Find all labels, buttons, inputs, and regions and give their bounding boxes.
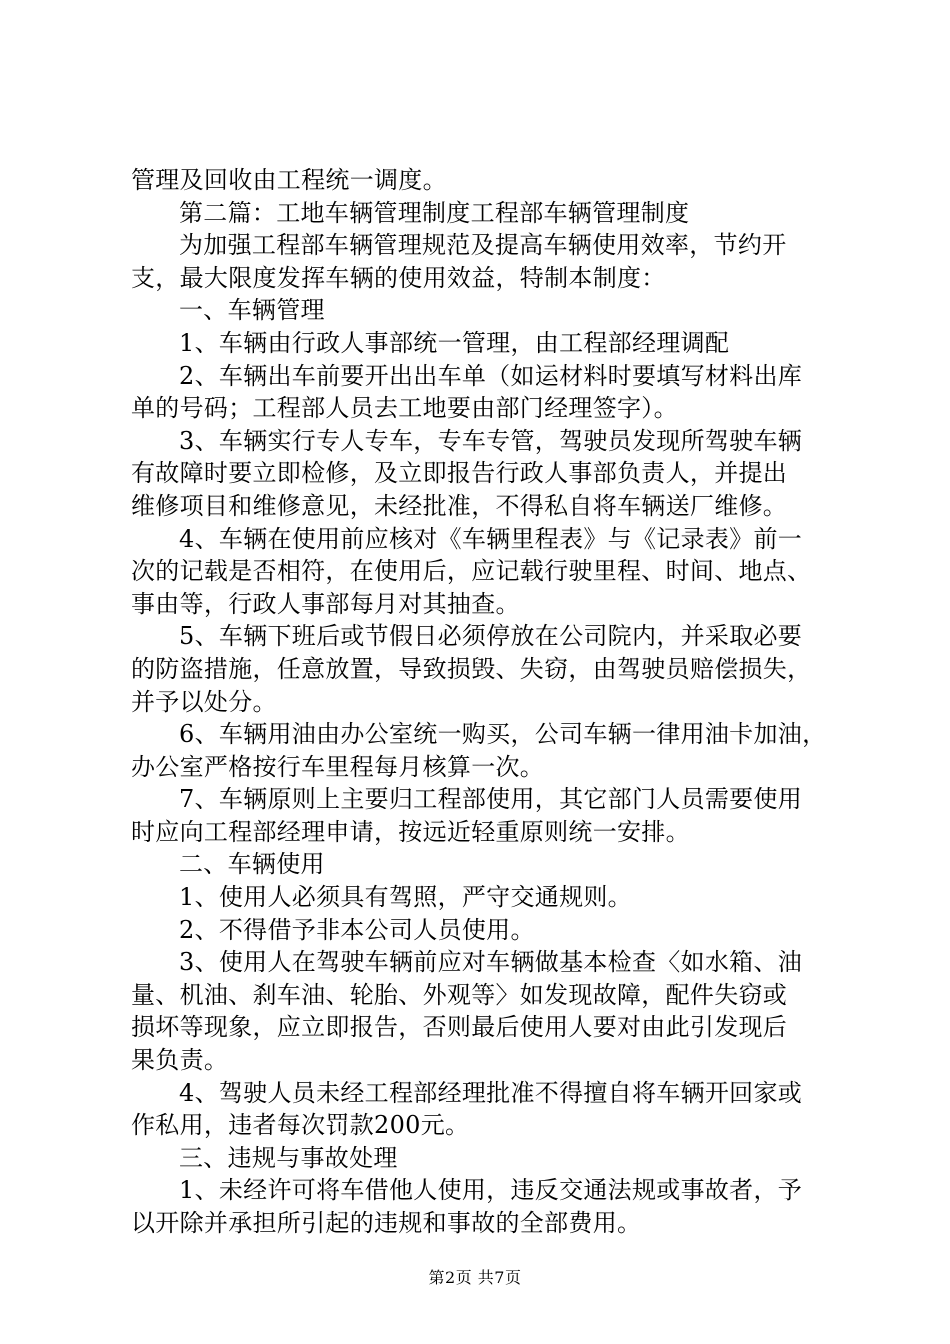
text-line: 办公室严格按行车里程每月核算一次。 bbox=[131, 752, 545, 781]
text-line: 二、车辆使用 bbox=[179, 850, 325, 879]
text-line: 果负责。 bbox=[131, 1046, 229, 1075]
text-line: 3、车辆实行专人专车，专车专管，驾驶员发现所驾驶车辆 bbox=[179, 426, 803, 455]
text-line: 量、机油、刹车油、轮胎、外观等〉如发现故障，配件失窃或 bbox=[131, 980, 788, 1009]
text-line: 事由等，行政人事部每月对其抽查。 bbox=[131, 589, 520, 618]
text-line: 有故障时要立即检修，及立即报告行政人事部负责人，并提出 bbox=[131, 459, 788, 488]
text-line: 管理及回收由工程统一调度。 bbox=[131, 166, 447, 194]
text-line: 并予以处分。 bbox=[131, 687, 277, 716]
text-line: 7、车辆原则上主要归工程部使用，其它部门人员需要使用 bbox=[179, 785, 803, 814]
text-line: 3、使用人在驾驶车辆前应对车辆做基本检查〈如水箱、油 bbox=[179, 948, 803, 977]
text-line: 6、车辆用油由办公室统一购买，公司车辆一律用油卡加油， bbox=[179, 720, 827, 749]
text-line: 时应向工程部经理申请，按远近轻重原则统一安排。 bbox=[131, 817, 690, 846]
text-line: 第二篇：工地车辆管理制度工程部车辆管理制度 bbox=[179, 198, 690, 227]
text-line: 三、违规与事故处理 bbox=[179, 1143, 398, 1172]
text-line: 一、车辆管理 bbox=[179, 296, 325, 325]
text-line: 次的记载是否相符，在使用后，应记载行驶里程、时间、地点、 bbox=[131, 557, 812, 586]
text-line: 2、不得借予非本公司人员使用。 bbox=[179, 915, 535, 944]
text-line: 损坏等现象，应立即报告，否则最后使用人要对由此引发现后 bbox=[131, 1013, 788, 1042]
text-line: 单的号码；工程部人员去工地要由部门经理签字）。 bbox=[131, 394, 678, 423]
text-line: 的防盗措施，任意放置，导致损毁、失窃，由驾驶员赔偿损失， bbox=[131, 654, 812, 683]
text-line: 支，最大限度发挥车辆的使用效益，特制本制度： bbox=[131, 263, 666, 292]
page-footer: 第2页 共7页 bbox=[428, 1268, 522, 1287]
text-line: 4、车辆在使用前应核对《车辆里程表》与《记录表》前一 bbox=[179, 524, 803, 553]
text-line: 5、车辆下班后或节假日必须停放在公司院内，并采取必要 bbox=[179, 622, 803, 651]
text-line: 1、车辆由行政人事部统一管理，由工程部经理调配 bbox=[179, 328, 730, 357]
text-line: 2、车辆出车前要开出出车单（如运材料时要填写材料出库 bbox=[179, 361, 803, 390]
text-line: 为加强工程部车辆管理规范及提高车辆使用效率，节约开 bbox=[179, 231, 787, 260]
text-line: 4、驾驶人员未经工程部经理批准不得擅自将车辆开回家或 bbox=[179, 1078, 803, 1107]
text-line: 维修项目和维修意见，未经批准，不得私自将车辆送厂维修。 bbox=[131, 491, 788, 520]
text-line: 1、使用人必须具有驾照，严守交通规则。 bbox=[179, 883, 632, 912]
text-line: 作私用，违者每次罚款200元。 bbox=[131, 1111, 470, 1140]
text-line: 1、未经许可将车借他人使用，违反交通法规或事故者，予 bbox=[179, 1176, 803, 1205]
document-body bbox=[131, 164, 836, 1240]
text-line: 以开除并承担所引起的违规和事故的全部费用。 bbox=[131, 1209, 642, 1237]
